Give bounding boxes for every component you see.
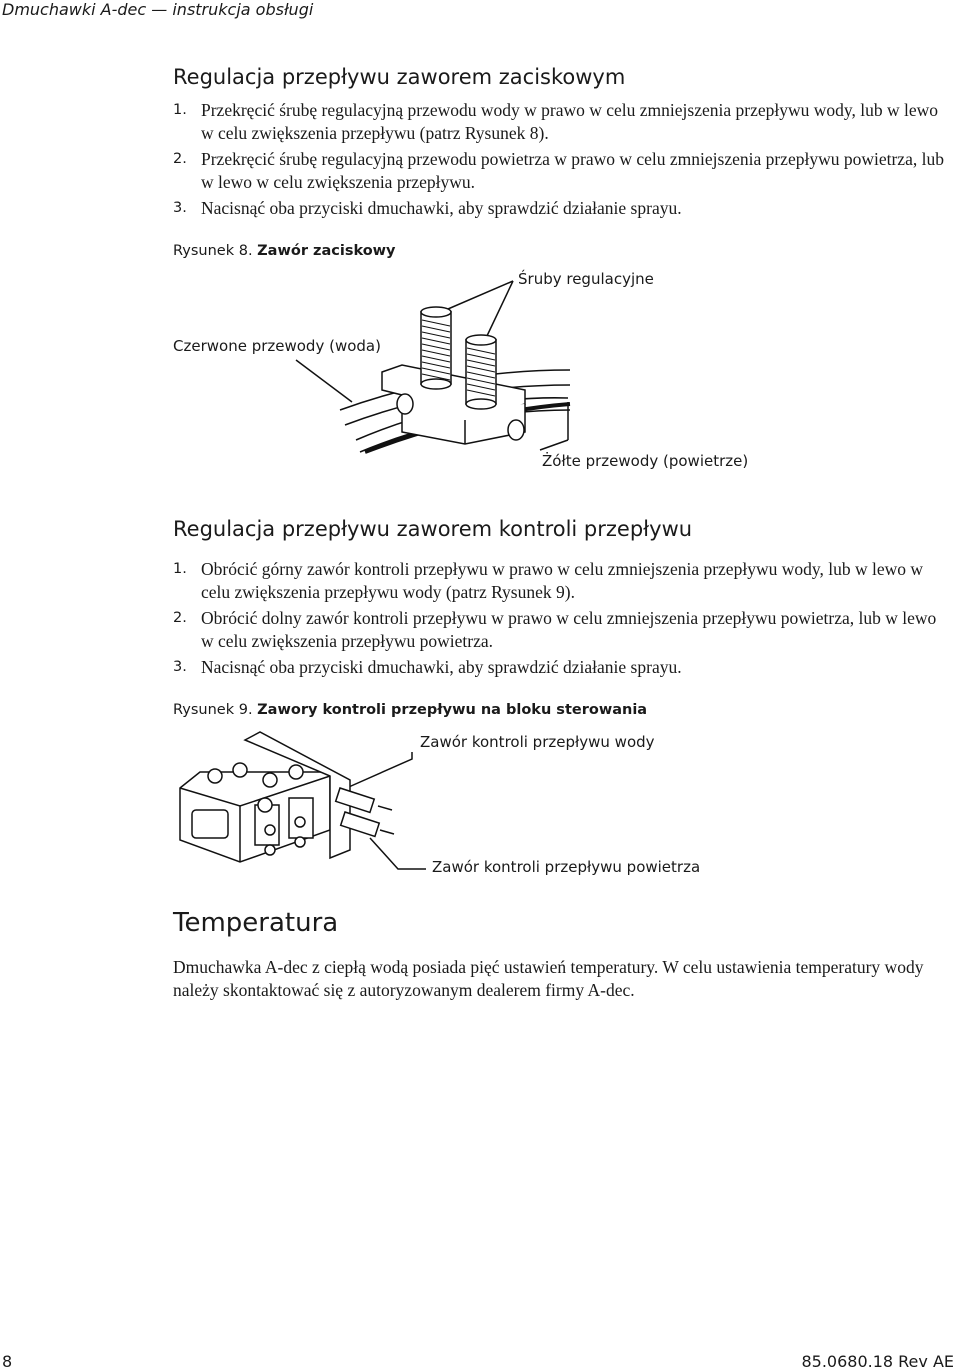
figure8-title: Zawór zaciskowy (257, 243, 396, 259)
callout-water-flow-valve: Zawór kontroli przepływu wody (420, 733, 655, 751)
step-text: Obrócić dolny zawór kontroli przepływu w prawo w celu zmniejszenia przepływu powietrza, lub w lewo w celu zwiększenia przepływu powietrza. (201, 608, 937, 651)
step-number: 1. (173, 102, 187, 118)
section-title-flow-control: Regulacja przepływu zaworem kontroli przepływu (173, 517, 693, 541)
step-number: 2. (173, 610, 187, 626)
figure9-title: Zawory kontroli przepływu na bloku sterowania (257, 702, 648, 718)
step-text: Nacisnąć oba przyciski dmuchawki, aby sprawdzić działanie sprayu. (201, 657, 682, 677)
step-text: Nacisnąć oba przyciski dmuchawki, aby sprawdzić działanie sprayu. (201, 198, 682, 218)
step-number: 3. (173, 200, 187, 216)
figure8-label: Rysunek 8. (173, 243, 253, 259)
step-text: Obrócić górny zawór kontroli przepływu w prawo w celu zmniejszenia przepływu wody, lub w lewo w celu zwiększenia przepływu wody (patrz Rysunek 9). (201, 559, 923, 602)
callout-red-tubes: Czerwone przewody (woda) (173, 337, 381, 355)
section-title-clamp-valve: Regulacja przepływu zaworem zaciskowym (173, 65, 626, 89)
step-number: 1. (173, 561, 187, 577)
callout-yellow-tubes: Żółte przewody (powietrze) (542, 452, 749, 470)
callout-air-flow-valve: Zawór kontroli przepływu powietrza (432, 858, 701, 876)
step-text: Przekręcić śrubę regulacyjną przewodu powietrza w prawo w celu zmniejszenia przepływu powietrza, lub w lewo w celu zwiększenia przepływu. (201, 149, 944, 192)
section-title-temperature: Temperatura (173, 908, 339, 938)
step-number: 2. (173, 151, 187, 167)
running-header: Dmuchawki A-dec — instrukcja obsługi (2, 0, 314, 19)
callout-adjusting-screws: Śruby regulacyjne (518, 270, 654, 288)
document-number: 85.0680.18 Rev AE (801, 1352, 954, 1371)
page-number: 8 (2, 1352, 13, 1371)
step-text: Przekręcić śrubę regulacyjną przewodu wody w prawo w celu zmniejszenia przepływu wody, lub w lewo w celu zwiększenia przepływu (patrz Rysunek 8). (201, 100, 939, 143)
temperature-paragraph: Dmuchawka A-dec z ciepłą wodą posiada pięć ustawień temperatury. W celu ustawienia temperatury wody należy skontaktować się z autoryzowanym dealerem firmy A-dec. (173, 957, 924, 1000)
figure9-label: Rysunek 9. (173, 702, 253, 718)
step-number: 3. (173, 659, 187, 675)
